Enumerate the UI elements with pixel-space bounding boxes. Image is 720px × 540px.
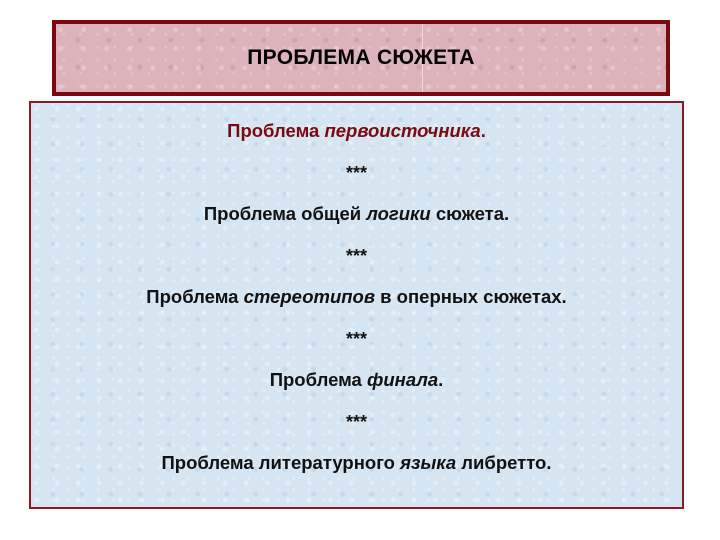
- list-item-source-problem: [31, 117, 682, 159]
- item-text-before: Проблема: [227, 120, 325, 141]
- slide-title-box: [52, 20, 670, 96]
- separator-stars: ***: [345, 412, 367, 432]
- list-item-stereotypes-problem: [31, 283, 682, 325]
- separator-stars: ***: [345, 329, 367, 349]
- item-emphasis: логики: [366, 203, 431, 224]
- item-text-before: Проблема общей: [203, 203, 367, 224]
- item-text-after: .: [438, 369, 444, 390]
- item-text-after: в оперных сюжетах.: [375, 286, 567, 307]
- item-text-before: Проблема литературного: [161, 452, 401, 473]
- item-text-after: либретто.: [456, 452, 552, 473]
- item-text-before: Проблема: [269, 369, 367, 390]
- item-emphasis: первоисточника: [324, 120, 481, 141]
- content-box: [29, 101, 684, 509]
- item-emphasis: стереотипов: [243, 286, 376, 307]
- item-text-after: .: [480, 120, 486, 141]
- list-item-finale-problem: [31, 366, 682, 408]
- separator-stars: ***: [345, 163, 367, 183]
- slide-title: ПРОБЛЕМА СЮЖЕТА: [247, 46, 475, 69]
- list-item-language-problem: [31, 449, 682, 491]
- item-emphasis: языка: [400, 452, 457, 473]
- item-text-after: сюжета.: [430, 203, 510, 224]
- item-emphasis: финала: [367, 369, 439, 390]
- item-text-before: Проблема: [146, 286, 244, 307]
- list-item-logic-problem: [31, 200, 682, 242]
- separator-stars: ***: [345, 246, 367, 266]
